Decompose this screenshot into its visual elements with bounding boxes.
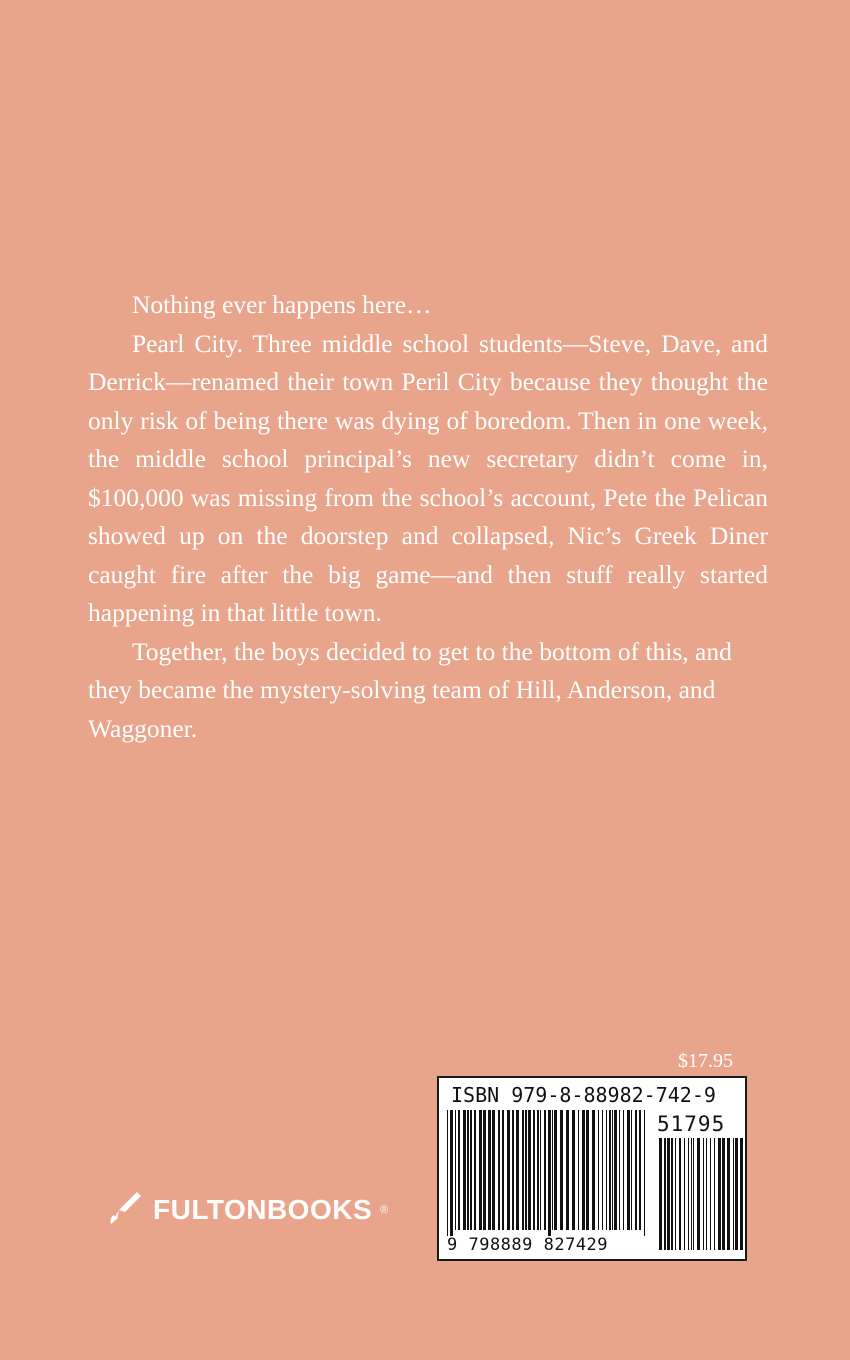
back-cover-blurb (88, 286, 768, 748)
barcode-bar (623, 1110, 624, 1230)
barcode-bar (635, 1110, 637, 1230)
publisher-name: FULTONBOOKS (153, 1194, 373, 1225)
barcode-bar (659, 1138, 662, 1250)
barcode-bar (540, 1110, 541, 1230)
barcode-bar (548, 1110, 551, 1236)
barcode-bar (733, 1138, 734, 1250)
barcode-bar (740, 1138, 743, 1250)
publisher-logo (107, 1190, 388, 1230)
barcode-bar (479, 1110, 482, 1230)
barcode-bar (544, 1110, 546, 1230)
barcode-bar (447, 1110, 448, 1236)
barcode-bar (627, 1110, 630, 1230)
barcode-bar (631, 1110, 632, 1230)
barcode-bar (560, 1110, 563, 1230)
barcode-bar (722, 1138, 725, 1250)
barcode-bar (710, 1138, 711, 1250)
registered-mark: ® (380, 1204, 389, 1216)
barcode-bar (619, 1110, 620, 1230)
barcode-bar (644, 1110, 645, 1236)
barcode-bar (667, 1138, 670, 1250)
barcode-bar (703, 1138, 704, 1250)
barcode-bar (602, 1110, 603, 1230)
barcode-bar (714, 1138, 715, 1250)
barcode-bar (706, 1138, 707, 1250)
barcode-bar (586, 1110, 589, 1230)
barcode-bar (450, 1110, 453, 1236)
barcode-bar (463, 1110, 466, 1230)
barcode-bar (606, 1110, 607, 1230)
isbn-number: ISBN 979-8-88982-742-9 (451, 1083, 716, 1107)
barcode-bar (697, 1138, 700, 1250)
barcode-bar (718, 1138, 721, 1250)
blurb-paragraph: Together, the boys decided to get to the bottom of this, and they became the mystery-solving team of Hill, Anderson, and Waggoner. (88, 636, 732, 743)
barcode-bar (537, 1110, 539, 1230)
barcode-bar (458, 1110, 460, 1230)
ean-barcode-bars (447, 1110, 647, 1236)
price-label: $17.95 (678, 1050, 733, 1072)
barcode-bar (566, 1110, 569, 1230)
barcode-bar (554, 1110, 557, 1230)
quill-pen-icon (107, 1188, 147, 1233)
barcode-bar (679, 1138, 681, 1250)
barcode-bar (612, 1110, 613, 1230)
barcode-bar (483, 1110, 486, 1230)
barcode-bar (488, 1110, 491, 1230)
barcode-bar (614, 1110, 617, 1230)
barcode-bar (525, 1110, 527, 1230)
barcode-bar (691, 1138, 692, 1250)
ean-digits: 9 798889 827429 (447, 1235, 609, 1255)
barcode-bar (675, 1138, 676, 1250)
barcode-bar (516, 1110, 519, 1230)
barcode-bar (492, 1110, 495, 1230)
barcode-bar (735, 1138, 738, 1250)
barcode-bar (582, 1110, 585, 1230)
barcode-bar (498, 1110, 500, 1230)
barcode-bar (578, 1110, 579, 1230)
blurb-tagline: Nothing ever happens here… (132, 290, 432, 319)
barcode-bar (592, 1110, 595, 1230)
barcode-bar (470, 1110, 472, 1230)
blurb-paragraph: Pearl City. Three middle school students—Steve, Dave, and Derrick—renamed their town Peril City because they thought the only risk of being there was dying of boredom. Then in one week, the middle school principal’s new secretary didn’t come in, $100,000 was missing from the school’s account, Pete the Pelican showed up on the doorstep and collapsed, Nic’s Greek Diner caught fire after the big game—and then stuff really started happening in that little town. (88, 328, 768, 627)
price-barcode-bars (659, 1138, 743, 1256)
barcode-bar (684, 1138, 685, 1250)
barcode-bar (507, 1110, 510, 1230)
barcode-bar (455, 1110, 456, 1230)
isbn-barcode (437, 1076, 747, 1261)
barcode-bar (467, 1110, 469, 1230)
barcode-bar (664, 1138, 666, 1250)
barcode-bar (688, 1138, 689, 1250)
barcode-bar (693, 1138, 694, 1250)
barcode-bar (533, 1110, 535, 1230)
barcode-bar (474, 1110, 476, 1230)
barcode-bar (609, 1110, 611, 1230)
barcode-bar (502, 1110, 504, 1230)
barcode-bar (512, 1110, 514, 1230)
barcode-bar (552, 1110, 553, 1230)
price-code: 51795 (657, 1112, 726, 1136)
barcode-bar (639, 1110, 641, 1230)
barcode-bar (572, 1110, 575, 1230)
barcode-bar (671, 1138, 673, 1250)
barcode-bar (598, 1110, 599, 1230)
barcode-bar (522, 1110, 524, 1230)
barcode-bar (727, 1138, 730, 1250)
barcode-bar (528, 1110, 531, 1230)
